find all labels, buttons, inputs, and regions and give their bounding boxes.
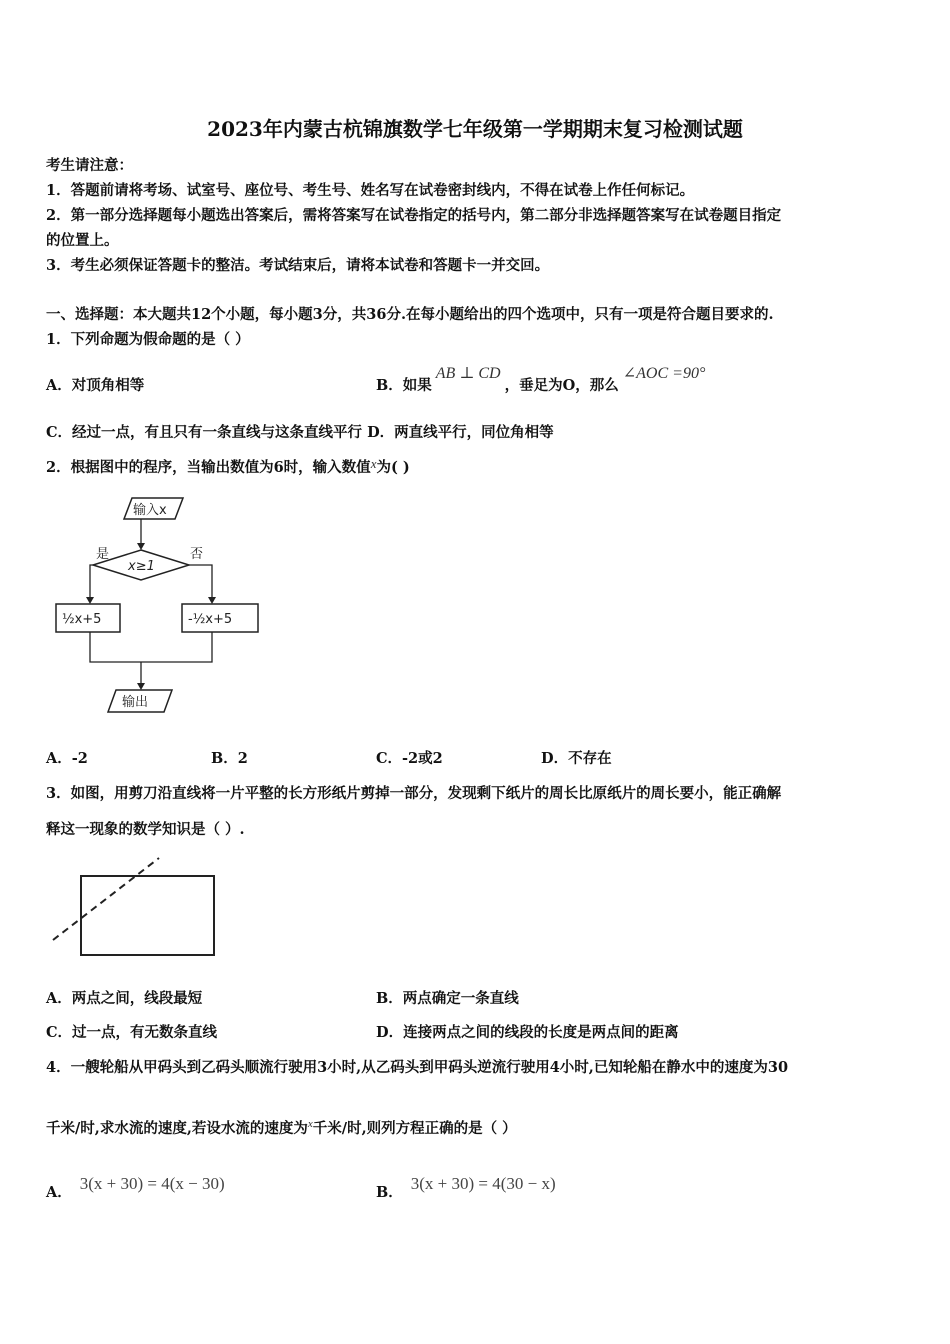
notice-item-2-cont: 的位置上。 bbox=[46, 232, 119, 249]
page-title: 2023年内蒙古杭锦旗数学七年级第一学期期末复习检测试题 bbox=[207, 117, 743, 141]
stem-text-end: 为( ) bbox=[376, 459, 410, 476]
question-2-option-d: D．不存在 bbox=[541, 750, 612, 767]
question-1-option-b bbox=[376, 365, 706, 395]
question-4-option-a bbox=[46, 1174, 225, 1202]
question-4-stem-line-2 bbox=[46, 1117, 517, 1138]
question-3-stem-line-2: 释这一现象的数学知识是（ ）. bbox=[46, 821, 245, 838]
flow-output-label: 输出 bbox=[122, 695, 149, 710]
flow-condition-label: x≥1 bbox=[128, 559, 155, 574]
flow-no-process-label: -½x+5 bbox=[188, 612, 233, 627]
stem-text-end: 千米/时,则列方程正确的是（ ） bbox=[312, 1120, 517, 1137]
math-angle-aoc: ∠AOC =90° bbox=[622, 365, 706, 382]
question-3-option-a: A．两点之间，线段最短 bbox=[46, 990, 203, 1007]
section-heading: 一、选择题：本大题共12个小题，每小题3分，共36分.在每小题给出的四个选项中，只有一项是符合题目要求的. bbox=[46, 306, 774, 323]
option-b-mid: ，垂足为O，那么 bbox=[504, 377, 619, 394]
question-3-stem-line-1: 3．如图，用剪刀沿直线将一片平整的长方形纸片剪掉一部分，发现剩下纸片的周长比原纸片的周长要小，能正确解 bbox=[46, 785, 782, 802]
question-4-option-b bbox=[376, 1174, 556, 1202]
cut-line bbox=[53, 858, 159, 940]
option-b-equation: 3(x + 30) = 4(30 − x) bbox=[410, 1174, 556, 1193]
option-label: A． bbox=[46, 1184, 72, 1201]
question-1-option-a: A．对顶角相等 bbox=[46, 377, 145, 394]
question-2-option-c: C．-2或2 bbox=[376, 750, 443, 767]
question-3-option-d: D．连接两点之间的线段的长度是两点间的距离 bbox=[376, 1024, 679, 1041]
option-b-prefix: B．如果 bbox=[376, 377, 432, 394]
notice-item-1: 1．答题前请将考场、试室号、座位号、考生号、姓名写在试卷密封线内，不得在试卷上作任何标记。 bbox=[46, 182, 695, 199]
question-3-option-c: C．过一点，有无数条直线 bbox=[46, 1024, 218, 1041]
question-2-option-a: A．-2 bbox=[46, 750, 88, 767]
question-2-option-b: B．2 bbox=[211, 750, 248, 767]
flow-yes-label: 是 bbox=[96, 547, 110, 562]
option-label: B． bbox=[376, 1184, 403, 1201]
stem-text: 千米/时,求水流的速度,若设水流的速度为 bbox=[46, 1120, 308, 1137]
flow-input-label: 输入x bbox=[133, 503, 167, 518]
question-3-option-b: B．两点确定一条直线 bbox=[376, 990, 519, 1007]
notice-item-2: 2．第一部分选择题每小题选出答案后，需将答案写在试卷指定的括号内，第二部分非选择题答案写在试卷题目指定 bbox=[46, 207, 782, 224]
option-a-equation: 3(x + 30) = 4(x − 30) bbox=[79, 1174, 225, 1193]
math-ab-perp-cd: AB ⊥ CD bbox=[435, 365, 501, 382]
variable-x: x bbox=[307, 1118, 313, 1130]
flow-yes-process-label: ½x+5 bbox=[62, 612, 102, 627]
question-2-stem bbox=[46, 456, 410, 477]
notice-item-3: 3．考生必须保证答题卡的整洁。考试结束后，请将本试卷和答题卡一并交回。 bbox=[46, 257, 550, 274]
stem-text: 2．根据图中的程序，当输出数值为6时，输入数值 bbox=[46, 459, 371, 476]
variable-x: x bbox=[370, 456, 377, 471]
notice-heading: 考生请注意： bbox=[46, 157, 133, 174]
question-1-stem: 1．下列命题为假命题的是（ ） bbox=[46, 331, 250, 348]
paper-rectangle bbox=[81, 876, 214, 955]
question-1-options-cd: C．经过一点，有且只有一条直线与这条直线平行 D．两直线平行，同位角相等 bbox=[46, 424, 554, 441]
question-4-stem-line-1: 4．一艘轮船从甲码头到乙码头顺流行驶用3小时,从乙码头到甲码头逆流行驶用4小时,已知轮船在静水中的速度为30 bbox=[46, 1059, 789, 1076]
rectangle-cut-figure bbox=[48, 852, 223, 964]
flow-no-label: 否 bbox=[190, 547, 204, 562]
flowchart bbox=[50, 490, 280, 722]
